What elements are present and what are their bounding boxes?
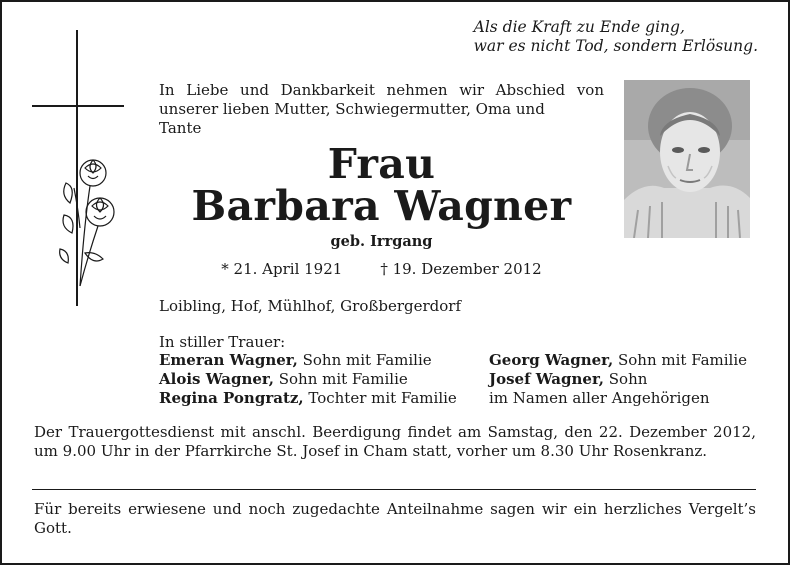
mourner-entry <box>159 389 457 408</box>
mourners-left-column <box>159 351 457 408</box>
mourner-name: Regina Pongratz, <box>159 389 304 407</box>
mourner-relation: Sohn <box>604 370 648 388</box>
mourner-relation: Sohn mit Familie <box>273 370 408 388</box>
mourner-relation: Sohn mit Familie <box>613 351 748 369</box>
deceased-name: Barbara Wagner <box>191 182 572 230</box>
deceased-title: Frau <box>327 140 436 188</box>
motto <box>474 18 758 56</box>
birth-name: geb. Irrgang <box>330 233 433 250</box>
intro-line-2: Tante <box>159 119 202 137</box>
mourner-entry <box>159 351 457 370</box>
mourner-name: Georg Wagner, <box>489 351 614 369</box>
divider <box>32 489 756 490</box>
life-dates <box>159 260 604 278</box>
mourner-entry <box>159 370 457 389</box>
mourner-entry <box>489 351 747 370</box>
death-date: † 19. Dezember 2012 <box>380 260 542 278</box>
intro-text <box>159 81 604 138</box>
service-notice: Der Trauergottesdienst mit anschl. Beerdigung findet am Samstag, den 22. Dezember 2012, um 9.00 Uhr in der Pfarrkirche St. Josef in Cham statt, vorher um 8.30 Uhr Rosenkranz. <box>34 423 756 460</box>
mourner-name: Josef Wagner, <box>489 370 604 388</box>
mourner-name: Alois Wagner, <box>159 370 274 388</box>
motto-line-1: Als die Kraft zu Ende ging, <box>473 18 685 36</box>
birth-date: * 21. April 1921 <box>221 260 343 278</box>
motto-line-2: war es nicht Tod, sondern Erlösung. <box>473 37 758 55</box>
mourners-label: In stiller Trauer: <box>159 333 286 351</box>
places: Loibling, Hof, Mühlhof, Großbergerdorf <box>159 297 462 315</box>
mourner-relation: Sohn mit Familie <box>297 351 432 369</box>
mourner-relation: im Namen aller Angehörigen <box>489 389 710 407</box>
mourner-entry <box>489 370 747 389</box>
mourners-right-column <box>489 351 747 408</box>
mourner-relation: Tochter mit Familie <box>303 389 457 407</box>
mourner-entry <box>489 389 747 408</box>
thanks-notice: Für bereits erwiesene und noch zugedachte Anteilnahme sagen wir ein herzliches Vergelt’s Gott. <box>34 500 756 537</box>
portrait-photo <box>624 80 750 238</box>
cross-with-roses-icon <box>30 28 130 308</box>
mourner-name: Emeran Wagner, <box>159 351 298 369</box>
intro-line-1: In Liebe und Dankbarkeit nehmen wir Abschied von unserer lieben Mutter, Schwiegermutter, Oma und <box>159 81 604 118</box>
